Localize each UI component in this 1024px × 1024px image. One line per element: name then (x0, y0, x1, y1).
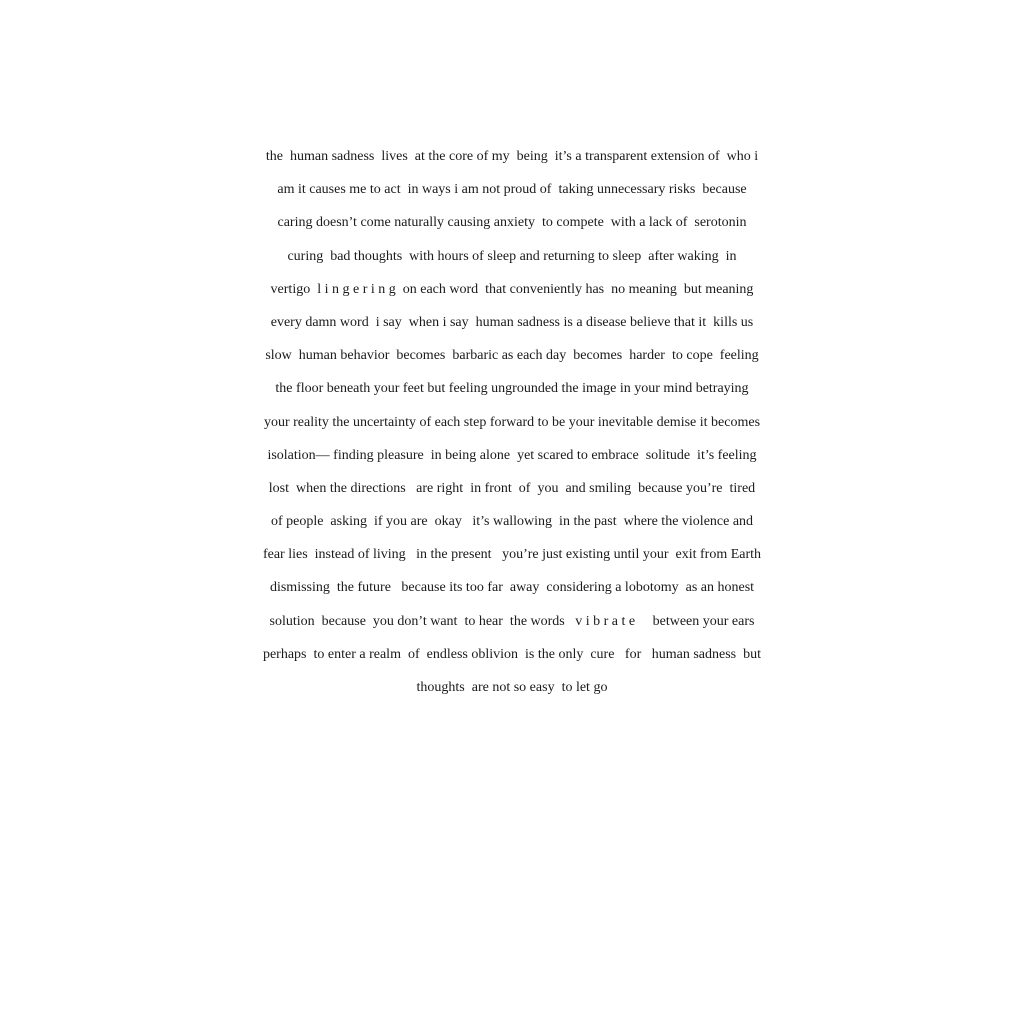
poem-line: the floor beneath your feet but feeling ungrounded the image in your mind betraying (275, 381, 749, 397)
poem-line: every damn word i say when i say human sadness is a disease believe that it kills us (270, 314, 754, 330)
poem-line: vertigo l i n g e r i n g on each word that conveniently has no meaning but meaning (270, 281, 754, 297)
poem-line: your reality the uncertainty of each step forward to be your inevitable demise it becomes (263, 414, 761, 430)
poem-line: thoughts are not so easy to let go (416, 680, 608, 695)
poem-line: am it causes me to act in ways i am not proud of taking unnecessary risks because (277, 182, 747, 198)
poem-line: curing bad thoughts with hours of sleep and returning to sleep after waking in (287, 248, 737, 264)
poem-line: caring doesn’t come naturally causing anxiety to compete with a lack of serotonin (277, 215, 747, 231)
poem-text (0, 140, 1024, 704)
poem-line: perhaps to enter a realm of endless oblivion is the only cure for human sadness but (262, 646, 762, 662)
poem-line: solution because you don’t want to hear the words v i b r a t e between your ears (269, 613, 755, 629)
poem-line: lost when the directions are right in front of you and smiling because you’re tired (268, 480, 756, 496)
poem-line: of people asking if you are okay it’s wallowing in the past where the violence and (270, 514, 754, 530)
poem-line: isolation— finding pleasure in being alone yet scared to embrace solitude it’s feeling (267, 447, 757, 463)
poem-line: dismissing the future because its too far away considering a lobotomy as an honest (269, 580, 755, 596)
poem-line: the human sadness lives at the core of my being it’s a transparent extension of who i (265, 149, 759, 164)
poem-line: slow human behavior becomes barbaric as each day becomes harder to cope feeling (265, 348, 759, 364)
poem-line: fear lies instead of living in the present you’re just existing until your exit from Earth (262, 547, 762, 563)
